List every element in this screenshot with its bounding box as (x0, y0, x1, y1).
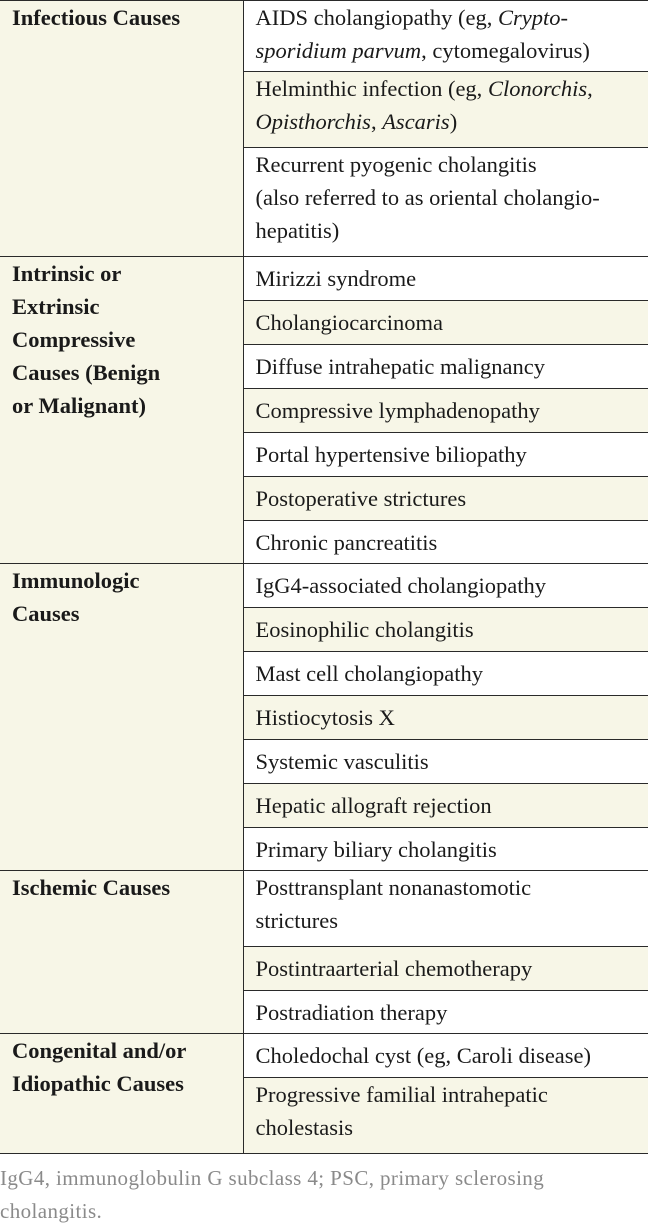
table-row (0, 871, 648, 947)
cause-cell (243, 608, 648, 652)
footnote-line: IgG4, immunoglobulin G subclass 4; PSC, primary sclerosing (0, 1166, 545, 1190)
cause-cell (243, 871, 648, 947)
cause-text: Hepatic allograft rejection (255, 793, 492, 818)
cause-cell (243, 564, 648, 608)
cause-text: Recurrent pyogenic cholangitis (255, 152, 537, 177)
cause-cell (243, 828, 648, 871)
cause-cell (243, 696, 648, 740)
causes-table-body (0, 1, 648, 1154)
table-row (0, 257, 648, 301)
cause-cell (243, 1034, 648, 1078)
cause-text: Mast cell cholangiopathy (255, 661, 483, 686)
cause-cell (243, 991, 648, 1034)
cause-text: Portal hypertensive biliopathy (255, 442, 527, 467)
cause-text: Choledochal cyst (eg, Caroli disease) (255, 1043, 592, 1068)
category-label: Extrinsic (12, 294, 100, 319)
cause-text: Compressive lymphadenopathy (255, 398, 540, 423)
cause-cell (243, 740, 648, 784)
cause-text: cholestasis (255, 1115, 353, 1140)
cause-text: Progressive familial intrahepatic (255, 1082, 548, 1107)
category-label: Infectious Causes (12, 5, 181, 30)
category-label: Immunologic (12, 568, 140, 593)
cause-text: sporidium parvum, cytomegalovirus) (255, 38, 590, 63)
cause-cell (243, 652, 648, 696)
table-footnote (0, 1162, 640, 1228)
cause-text: Primary biliary cholangitis (255, 837, 497, 862)
cause-cell (243, 389, 648, 433)
cause-text: (also referred to as oriental cholangio- (255, 185, 600, 210)
cause-cell (243, 521, 648, 564)
cause-text: Histiocytosis X (255, 705, 395, 730)
category-cell (0, 1034, 243, 1154)
cause-cell (243, 1, 648, 72)
cause-cell (243, 784, 648, 828)
cause-cell (243, 148, 648, 257)
cause-text: Postintraarterial chemotherapy (255, 956, 533, 981)
cause-cell (243, 433, 648, 477)
italic-term: Opisthorchis (255, 109, 371, 134)
cause-text: AIDS cholangiopathy (eg, Crypto- (255, 5, 568, 30)
cause-text: Diffuse intrahepatic malignancy (255, 354, 545, 379)
cause-text: Cholangiocarcinoma (255, 310, 443, 335)
cause-text: Posttransplant nonanastomotic (255, 875, 532, 900)
category-cell (0, 564, 243, 871)
cause-cell (243, 477, 648, 521)
footnote-line: cholangitis. (0, 1199, 103, 1223)
cause-cell (243, 72, 648, 148)
italic-term: sporidium parvum (255, 38, 422, 63)
cause-cell (243, 345, 648, 389)
category-label: Causes (Benign (12, 360, 161, 385)
category-label: Compressive (12, 327, 136, 352)
table-row (0, 564, 648, 608)
cause-text: Eosinophilic cholangitis (255, 617, 474, 642)
category-cell (0, 1, 243, 257)
cause-text: Mirizzi syndrome (255, 266, 417, 291)
cause-text: Systemic vasculitis (255, 749, 429, 774)
cause-text: Chronic pancreatitis (255, 530, 438, 555)
category-label: Congenital and/or (12, 1038, 187, 1063)
cause-text: Postradiation therapy (255, 1000, 448, 1025)
category-cell (0, 871, 243, 1034)
table-row (0, 1034, 648, 1078)
cause-text: hepatitis) (255, 218, 340, 243)
category-label: Ischemic Causes (12, 875, 171, 900)
cause-cell (243, 947, 648, 991)
cause-text: Postoperative strictures (255, 486, 467, 511)
category-label: Idiopathic Causes (12, 1071, 184, 1096)
italic-term: Crypto- (497, 5, 568, 30)
cause-cell (243, 1078, 648, 1154)
category-cell (0, 257, 243, 564)
cause-text: strictures (255, 908, 338, 933)
italic-term: Ascaris (382, 109, 450, 134)
category-label: Causes (12, 601, 80, 626)
table-row (0, 1, 648, 72)
cause-cell (243, 301, 648, 345)
cause-cell (243, 257, 648, 301)
category-label: Intrinsic or (12, 261, 122, 286)
italic-term: Clonorchis (487, 76, 588, 101)
cause-text: Helminthic infection (eg, Clonorchis, (255, 76, 593, 101)
category-label: or Malignant) (12, 393, 146, 418)
cause-text: IgG4-associated cholangiopathy (255, 573, 547, 598)
cause-text: Opisthorchis, Ascaris) (255, 109, 458, 134)
